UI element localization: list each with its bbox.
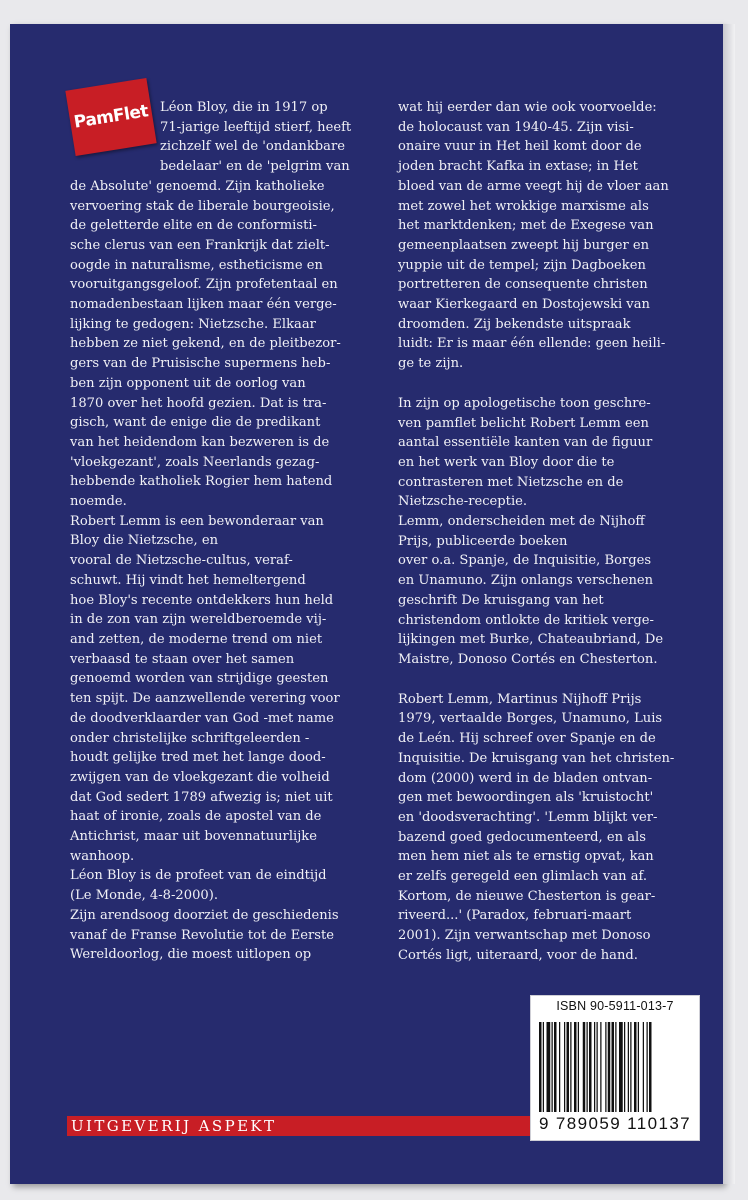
text-line: Wereldoorlog, die moest uitlopen op xyxy=(70,947,312,963)
text-line: droomden. Zij bekendste uitspraak xyxy=(398,316,631,332)
text-line: riveerd...' (Paradox, februari-maart xyxy=(398,908,632,924)
barcode-box xyxy=(530,995,700,1141)
text-line: onder christelijke schriftgeleerden - xyxy=(70,730,310,746)
text-line: 1870 over het hoofd gezien. Dat is tra- xyxy=(70,395,327,411)
text-line: hoe Bloy's recente ontdekkers hun held xyxy=(70,592,334,608)
text-line: joden bracht Kafka in extase; in Het xyxy=(398,159,638,175)
text-line: er zelfs geregeld een glimlach van af. xyxy=(398,869,648,885)
text-line: Inquisitie. De kruisgang van het christen- xyxy=(398,750,675,766)
text-line: Lemm, onderscheiden met de Nijhoff xyxy=(398,514,645,530)
text-line: en Unamuno. Zijn onlangs verschenen xyxy=(398,573,654,589)
paragraph-bloy-works xyxy=(398,98,703,374)
text-line: en 'doodsverachting'. 'Lemm blijkt ver- xyxy=(398,809,658,825)
text-line: oogde in naturalisme, estheticisme en xyxy=(70,257,323,273)
left-text-body xyxy=(70,177,375,965)
text-line: gen met bewoordingen als 'kruistocht' xyxy=(398,790,654,806)
text-line: wanhoop. xyxy=(70,848,135,864)
text-line: zwijgen van de vloekgezant die volheid xyxy=(70,769,330,785)
text-line: vanaf de Franse Revolutie tot de Eerste xyxy=(70,927,334,943)
text-line: hebbende katholiek Rogier hem hatend xyxy=(70,474,333,490)
text-line: christendom ontlokte de kritiek verge- xyxy=(398,612,654,628)
text-line: Robert Lemm is een bewonderaar van xyxy=(70,513,324,529)
text-line: (Le Monde, 4-8-2000). xyxy=(70,888,218,904)
text-line: bloed van de arme veegt hij de vloer aan xyxy=(398,178,669,194)
text-line: schuwt. Hij vindt het hemeltergend xyxy=(70,572,306,588)
text-line: vervoering stak de liberale bourgeoisie, xyxy=(70,198,335,214)
text-line: noemde. xyxy=(70,494,127,510)
text-line: dat God sedert 1789 afwezig is; niet uit xyxy=(70,789,333,805)
text-line: Antichrist, maar uit bovennatuurlijke xyxy=(70,829,317,845)
barcode-icon xyxy=(539,1022,693,1112)
text-line: aantal essentiële kanten van de figuur xyxy=(398,435,653,451)
text-line: Léon Bloy, die in 1917 op xyxy=(160,100,328,115)
text-line: onaire vuur in Het heil komt door de xyxy=(398,139,642,155)
text-line: lijkingen met Burke, Chateaubriand, De xyxy=(398,632,664,648)
pamflet-badge-label: PamFlet xyxy=(72,101,150,133)
text-line: en het werk van Bloy door die te xyxy=(398,454,615,470)
text-line: in de zon van zijn wereldberoemde vij- xyxy=(70,612,327,628)
text-line: ven pamflet belicht Robert Lemm een xyxy=(398,415,649,431)
text-line: Bloy die Nietzsche, en xyxy=(70,533,219,549)
text-line: 2001). Zijn verwantschap met Donoso xyxy=(398,928,651,944)
text-line: luidt: Er is maar één ellende: geen heili- xyxy=(398,336,666,352)
text-line: nomadenbestaan lijken maar één verge- xyxy=(70,297,337,313)
text-line: 1979, vertaalde Borges, Unamuno, Luis xyxy=(398,711,663,727)
text-line: de Absolute' genoemd. Zijn katholieke xyxy=(70,178,325,194)
text-line: Robert Lemm, Martinus Nijhoff Prijs xyxy=(398,691,642,707)
text-line: contrasteren met Nietzsche en de xyxy=(398,474,624,490)
text-line: bazend goed gedocumenteerd, en als xyxy=(398,829,646,845)
text-line: yuppie uit de tempel; zijn Dagboeken xyxy=(398,257,646,273)
publisher-name: UITGEVERIJ ASPEKT xyxy=(71,1117,277,1135)
text-line: over o.a. Spanje, de Inquisitie, Borges xyxy=(398,553,652,569)
ean-number: 9 789059 110137 xyxy=(538,1114,692,1133)
text-line: de holocaust van 1940-45. Zijn visi- xyxy=(398,119,634,135)
text-line: de Leén. Hij schreef over Spanje en de xyxy=(398,731,656,747)
publisher-bar xyxy=(67,1116,530,1136)
text-line: van het heidendom kan bezweren is de xyxy=(70,434,330,450)
text-line: gisch, want de enige die de predikant xyxy=(70,415,321,431)
text-line: sche clerus van een Frankrijk dat zielt- xyxy=(70,237,330,253)
text-line: ben zijn opponent uit de oorlog van xyxy=(70,375,306,391)
text-line: Zijn arendsoog doorziet de geschiedenis xyxy=(70,907,339,923)
text-line: waar Kierkegaard en Dostojewski van xyxy=(398,297,650,313)
text-line: ten spijt. De aanzwellende verering voor xyxy=(70,691,340,707)
text-line: ge te zijn. xyxy=(398,356,464,372)
text-line: het marktdenken; met de Exegese van xyxy=(398,218,654,234)
text-line: In zijn op apologetische toon geschre- xyxy=(398,395,651,411)
text-line: Léon Bloy is de profeet van de eindtijd xyxy=(70,868,327,884)
text-line: Prijs, publiceerde boeken xyxy=(398,533,568,549)
text-line: wat hij eerder dan wie ook voorvoelde: xyxy=(398,100,657,115)
text-line: and zetten, de moderne trend om niet xyxy=(70,631,323,647)
text-line: de geletterde elite en de conformisti- xyxy=(70,218,317,234)
text-line: Kortom, de nieuwe Chesterton is gear- xyxy=(398,888,656,904)
text-line: vooral de Nietzsche-cultus, veraf- xyxy=(70,553,293,569)
paragraph-pamflet-summary xyxy=(398,394,703,670)
text-line: vooruitgangsgeloof. Zijn profetentaal en xyxy=(70,277,338,293)
text-line: haat of ironie, zoals de apostel van de xyxy=(70,809,322,825)
paragraph-author-bio xyxy=(398,690,703,966)
text-line: de doodverklaarder van God -met name xyxy=(70,710,334,726)
text-line: men hem niet als te ernstig opvat, kan xyxy=(398,849,654,865)
text-line: Maistre, Donoso Cortés en Chesterton. xyxy=(398,651,658,667)
text-line: gers van de Pruisische supermens heb- xyxy=(70,356,331,372)
text-line: houdt gelijke tred met het lange dood- xyxy=(70,750,326,766)
text-line: verbaasd te staan over het samen xyxy=(70,651,295,667)
text-line: zichzelf wel de 'ondankbare xyxy=(160,139,345,155)
text-line: geschrift De kruisgang van het xyxy=(398,592,604,608)
isbn-label: ISBN 90-5911-013-7 xyxy=(556,999,674,1013)
text-line: portretteren de consequente christen xyxy=(398,277,648,293)
pamflet-badge xyxy=(65,78,156,156)
text-line: Cortés ligt, uiteraard, voor de hand. xyxy=(398,947,638,963)
text-line: dom (2000) werd in de bladen ontvan- xyxy=(398,770,653,786)
text-line: hebben ze niet gekend, en de pleitbezor- xyxy=(70,336,341,352)
text-line: 71-jarige leeftijd stierf, heeft xyxy=(160,119,352,135)
text-line: 'vloekgezant', zoals Neerlands gezag- xyxy=(70,454,320,470)
right-text-column xyxy=(398,98,703,966)
text-line: gemeenplaatsen zweept hij burger en xyxy=(398,237,650,253)
page-edge xyxy=(723,24,735,1184)
text-line: Nietzsche-receptie. xyxy=(398,494,528,510)
text-line: lijking te gedogen: Nietzsche. Elkaar xyxy=(70,316,316,332)
text-line: bedelaar' en de 'pelgrim van xyxy=(160,159,350,175)
text-line: met zowel het wrokkige marxisme als xyxy=(398,198,649,214)
text-line: genoemd worden van strijdige geesten xyxy=(70,671,329,687)
